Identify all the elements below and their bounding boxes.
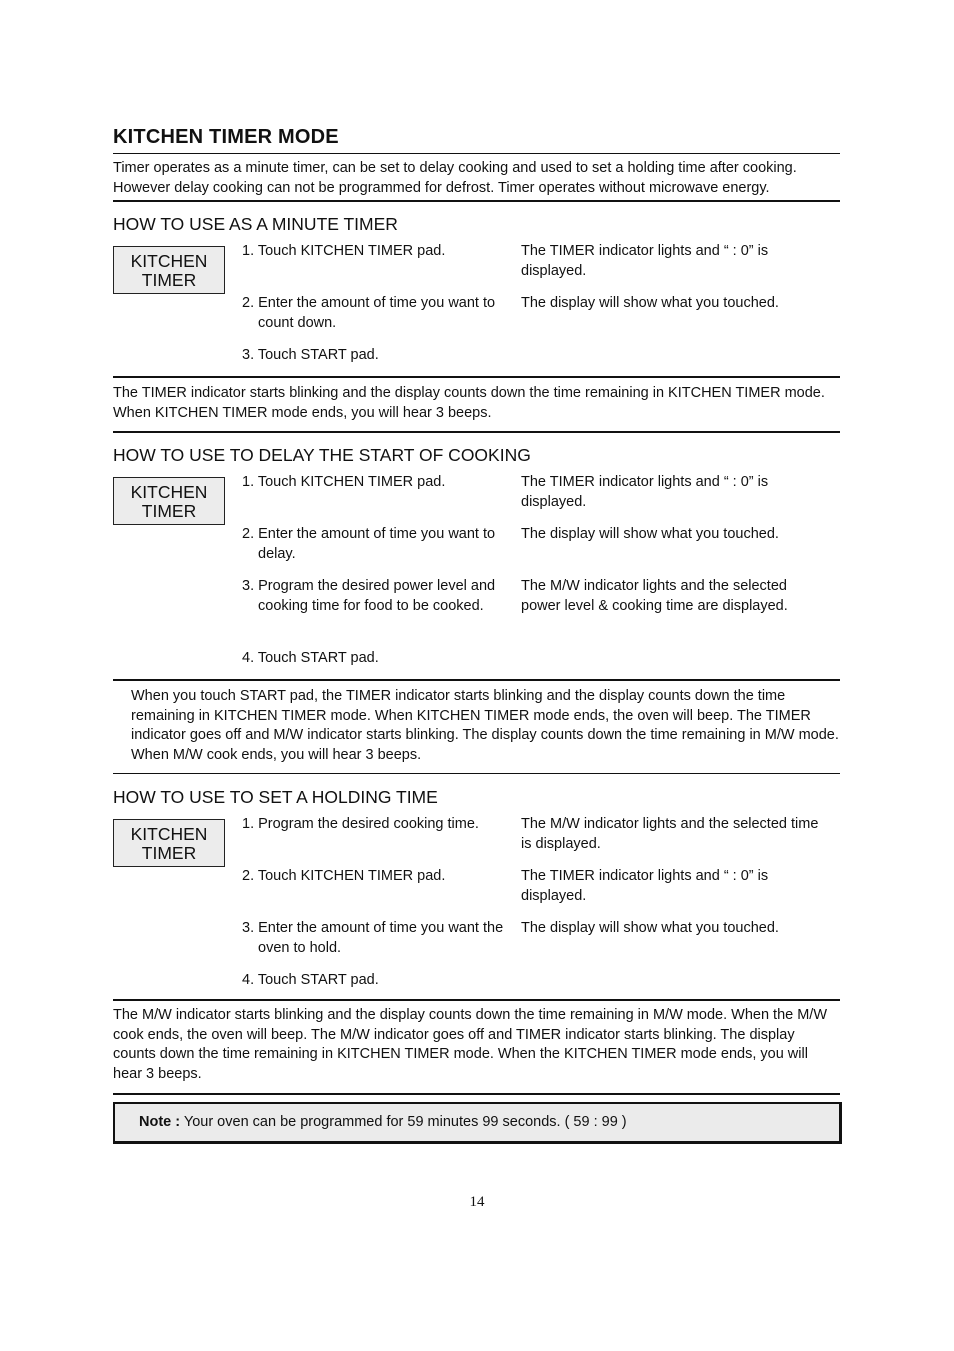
- kitchen-timer-pad: [113, 819, 225, 867]
- step-result: The display will show what you touched.: [521, 526, 779, 542]
- step-text: 1. Touch KITCHEN TIMER pad.: [242, 474, 446, 490]
- step-text: 3. Enter the amount of time you want the oven to hold.: [242, 920, 504, 956]
- section-summary: The TIMER indicator starts blinking and the display counts down the time remaining in KITCHEN TIMER mode. When KITCHEN TIMER mode ends, you will hear 3 beeps.: [113, 385, 825, 421]
- section-divider: [113, 773, 840, 774]
- step-text: 4. Touch START pad.: [242, 650, 379, 666]
- note-label: Note :: [139, 1114, 181, 1130]
- step-text: 2. Enter the amount of time you want to delay.: [242, 526, 496, 562]
- section-heading-delay-start: HOW TO USE TO DELAY THE START OF COOKING: [113, 445, 531, 465]
- step-text: 4. Touch START pad.: [242, 972, 379, 988]
- intro-paragraph: Timer operates as a minute timer, can be set to delay cooking and used to set a holding time after cooking. However delay cooking can not be programmed for defrost. Timer operates without microwave energy.: [113, 160, 797, 196]
- pad-label-line2: TIMER: [141, 501, 197, 521]
- pad-label-line1: KITCHEN: [130, 824, 208, 844]
- section-heading-holding-time: HOW TO USE TO SET A HOLDING TIME: [113, 787, 438, 807]
- note-box: [113, 1102, 842, 1144]
- step-result: The M/W indicator lights and the selected power level & cooking time are displayed.: [521, 578, 788, 614]
- section-divider: [113, 679, 840, 681]
- section-divider: [113, 200, 840, 202]
- step-result: The TIMER indicator lights and “ : 0” is displayed.: [521, 868, 769, 904]
- section-heading-minute-timer: HOW TO USE AS A MINUTE TIMER: [113, 214, 398, 234]
- section-divider: [113, 1093, 840, 1095]
- note-text: Your oven can be programmed for 59 minutes 99 seconds. ( 59 : 99 ): [180, 1114, 627, 1130]
- step-text: 3. Program the desired power level and cooking time for food to be cooked.: [242, 578, 496, 614]
- step-text: 2. Enter the amount of time you want to count down.: [242, 295, 496, 331]
- section-summary: The M/W indicator starts blinking and the display counts down the time remaining in M/W mode. When the M/W cook ends, the oven will beep. The M/W indicator goes off and TIMER indicator starts blinking. The display counts down the time remaining in KITCHEN TIMER mode. When the KITCHEN TIMER mode ends, you will hear 3 beeps.: [113, 1007, 828, 1082]
- section-divider: [113, 376, 840, 378]
- step-text: 2. Touch KITCHEN TIMER pad.: [242, 868, 446, 884]
- pad-label-line1: KITCHEN: [130, 482, 208, 502]
- section-divider: [113, 431, 840, 433]
- section-divider: [113, 999, 840, 1001]
- step-result: The display will show what you touched.: [521, 920, 779, 936]
- step-text: 1. Touch KITCHEN TIMER pad.: [242, 243, 446, 259]
- pad-label-line2: TIMER: [141, 270, 197, 290]
- step-result: The M/W indicator lights and the selected time is displayed.: [521, 816, 819, 852]
- pad-label-line2: TIMER: [141, 843, 197, 863]
- kitchen-timer-pad: [113, 246, 225, 294]
- step-text: 1. Program the desired cooking time.: [242, 816, 479, 832]
- page-title: KITCHEN TIMER MODE: [113, 126, 339, 148]
- step-result: The TIMER indicator lights and “ : 0” is displayed.: [521, 243, 769, 279]
- section-summary: When you touch START pad, the TIMER indicator starts blinking and the display counts down the time remaining in KITCHEN TIMER mode. When KITCHEN TIMER mode ends, the oven will beep. The TIMER indicator goes off and M/W indicator starts blinking. The display counts down the time remaining in M/W mode. When M/W cook ends, you will hear 3 beeps.: [131, 688, 839, 763]
- step-text: 3. Touch START pad.: [242, 347, 379, 363]
- title-rule: [113, 153, 840, 154]
- kitchen-timer-pad: [113, 477, 225, 525]
- page-number: 14: [469, 1194, 485, 1210]
- step-result: The display will show what you touched.: [521, 295, 779, 311]
- step-result: The TIMER indicator lights and “ : 0” is displayed.: [521, 474, 769, 510]
- pad-label-line1: KITCHEN: [130, 251, 208, 271]
